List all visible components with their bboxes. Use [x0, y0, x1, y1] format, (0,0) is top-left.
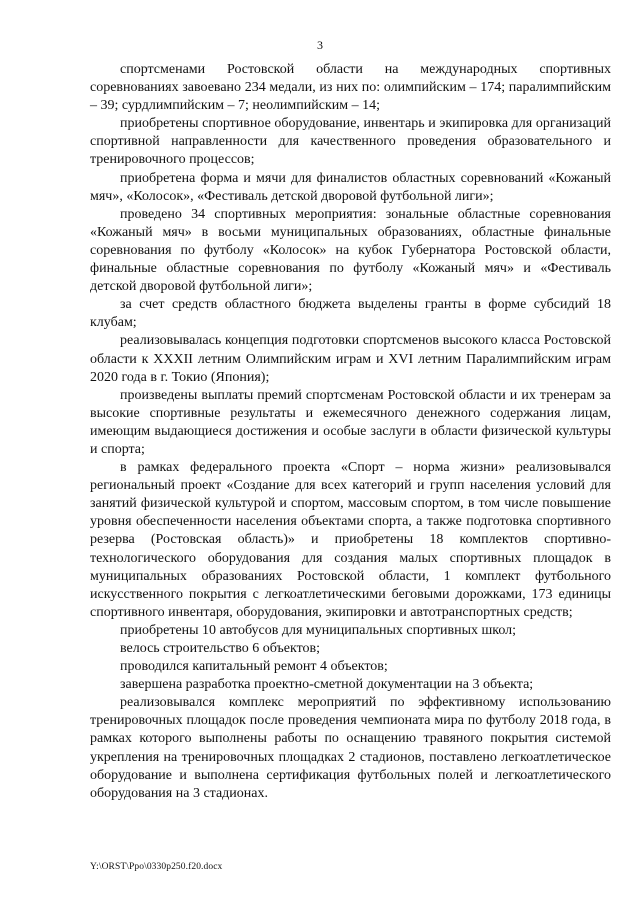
- paragraph-world-cup-legacy: реализовывался комплекс мероприятий по эффективному использованию тренировочных площадок после проведения чемпионата мира по футболу 2018 года, в рамках которого выполнены работы по оснащению травяного покрытия системой укрепления на тренировочных площадках 2 стадионов, поставлено легкоатлетическое оборудование и выполнена сертификация футбольных полей и легкоатлетического оборудования на 3 стадионах.: [90, 695, 611, 801]
- paragraph-repairs: проводился капитальный ремонт 4 объектов;: [120, 659, 388, 675]
- paragraph-uniforms: приобретена форма и мячи для финалистов областных соревнований «Кожаный мяч», «Колосок», «Фестиваль детской дворовой футбольной лиги»;: [90, 170, 611, 204]
- paragraph-grants: за счет средств областного бюджета выделены гранты в форме субсидий 18 клубам;: [90, 297, 611, 331]
- paragraph-design-docs: завершена разработка проектно-сметной документации на 3 объекта;: [120, 677, 534, 693]
- footer-file-path: Y:\ORST\Ppo\0330p250.f20.docx: [90, 862, 223, 872]
- page-number: 3: [317, 38, 323, 52]
- paragraph-buses: приобретены 10 автобусов для муниципальных спортивных школ;: [120, 622, 517, 638]
- paragraph-construction: велось строительство 6 объектов;: [120, 641, 320, 656]
- document-body: [90, 61, 611, 803]
- paragraph-federal-project: в рамках федерального проекта «Спорт – норма жизни» реализовывался региональный проект «Создание для всех категорий и групп населения условий для занятий физической культурой и спортом, массовым спортом, в том числе повышение уровня обеспеченности населения объектами спорта, а также подготовка спортивного резерва (Ростовская область)» и приобретены 18 комплектов спортивно-технологического оборудования для создания малых спортивных площадок в муниципальных образованиях Ростовской области, 1 комплект футбольного искусственного покрытия с легкоатлетическими беговыми дорожками, 173 единицы спортивного инвентаря, оборудования, экипировки и автотранспортных средств;: [90, 460, 611, 620]
- paragraph-medals: спортсменами Ростовской области на международных спортивных соревнованиях завоевано 234 медали, из них по: олимпийским – 174; паралимпийским – 39; сурдлимпийским – 7; неолимпийским – 14;: [90, 62, 611, 114]
- paragraph-bonuses: произведены выплаты премий спортсменам Ростовской области и их тренерам за высокие спортивные результаты и ежемесячного денежного содержания лицам, имеющим выдающиеся достижения и особые заслуги в области физической культуры и спорта;: [90, 387, 611, 457]
- paragraph-equipment: приобретены спортивное оборудование, инвентарь и экипировка для организаций спортивной направленности для качественного проведения образовательного и тренировочного процессов;: [90, 116, 611, 168]
- paragraph-events: проведено 34 спортивных мероприятия: зональные областные соревнования «Кожаный мяч» в восьми муниципальных образованиях, областные финальные соревнования по футболу «Колосок» на кубок Губернатора Ростовской области, финальные областные соревнования по футболу «Кожаный мяч» и «Фестиваль детской дворовой футбольной лиги»;: [90, 206, 611, 295]
- paragraph-olympic-concept: реализовывалась концепция подготовки спортсменов высокого класса Ростовской области к XXXII летним Олимпийским играм и XVI летним Паралимпийским играм 2020 года в г. Токио (Япония);: [90, 333, 611, 385]
